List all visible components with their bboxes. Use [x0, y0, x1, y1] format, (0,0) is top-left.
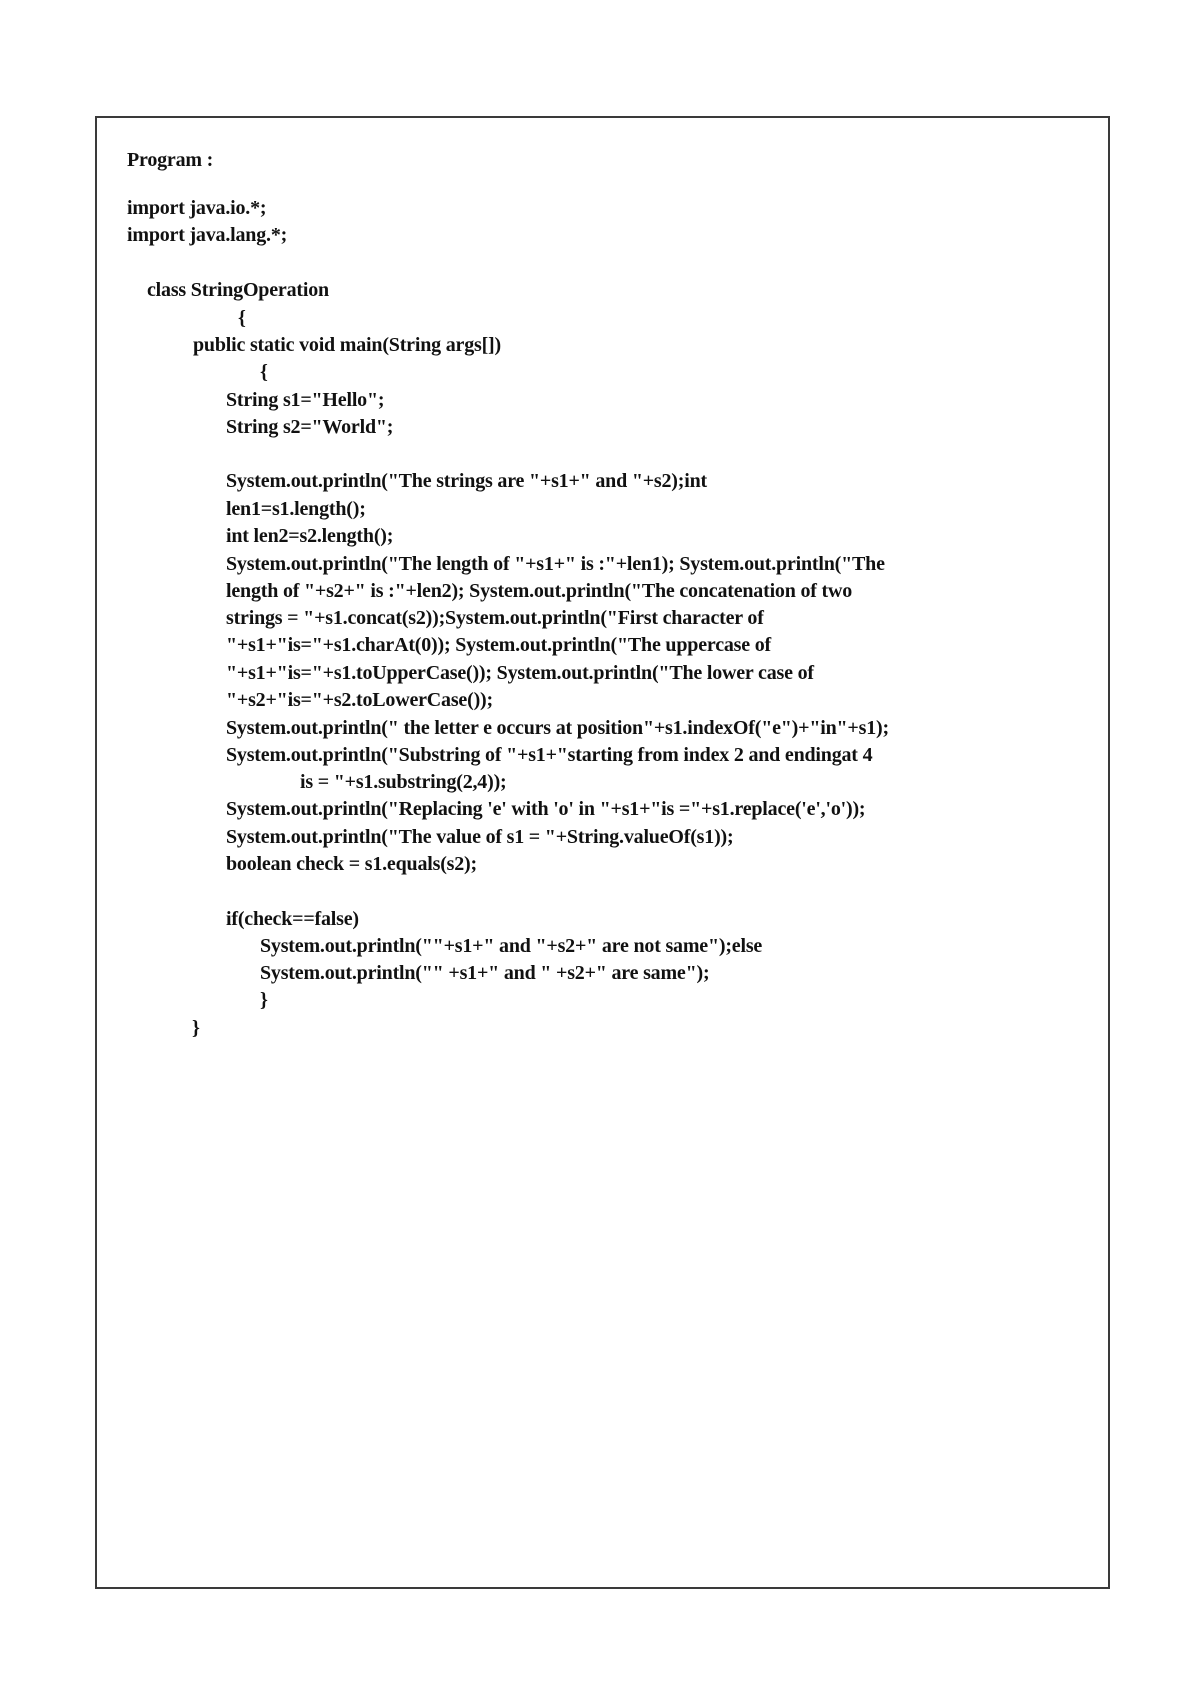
code-line: len1=s1.length();	[226, 498, 366, 520]
code-line: }	[192, 1017, 200, 1039]
code-line: "+s2+"is="+s2.toLowerCase());	[226, 689, 493, 711]
code-line: is = "+s1.substring(2,4));	[300, 771, 507, 793]
code-line: int len2=s2.length();	[226, 525, 394, 547]
code-line: if(check==false)	[226, 908, 359, 930]
code-line: public static void main(String args[])	[193, 334, 501, 356]
code-line: System.out.println("The strings are "+s1+" and "+s2);int	[226, 470, 707, 492]
code-line: System.out.println("The length of "+s1+" is :"+len1); System.out.println("The	[226, 553, 885, 575]
code-line: strings = "+s1.concat(s2));System.out.println("First character of	[226, 607, 764, 629]
code-line: import java.lang.*;	[127, 224, 288, 246]
code-line: String s1="Hello";	[226, 389, 385, 411]
code-line: System.out.println("" +s1+" and " +s2+" are same");	[260, 962, 710, 984]
code-line: class StringOperation	[147, 279, 329, 301]
code-line: "+s1+"is="+s1.toUpperCase()); System.out.println("The lower case of	[226, 662, 814, 684]
code-line: System.out.println(""+s1+" and "+s2+" are not same");else	[260, 935, 763, 957]
code-line: {	[238, 307, 246, 329]
code-line: {	[260, 361, 268, 383]
code-line: String s2="World";	[226, 416, 394, 438]
code-line: }	[260, 989, 268, 1011]
code-line: System.out.println(" the letter e occurs at position"+s1.indexOf("e")+"in"+s1);	[226, 717, 889, 739]
code-line: boolean check = s1.equals(s2);	[226, 853, 477, 875]
program-heading: Program :	[127, 149, 214, 171]
code-line: "+s1+"is="+s1.charAt(0)); System.out.println("The uppercase of	[226, 634, 771, 656]
code-line: import java.io.*;	[127, 197, 267, 219]
code-line: System.out.println("Substring of "+s1+"starting from index 2 and endingat 4	[226, 744, 873, 766]
code-line: System.out.println("The value of s1 = "+String.valueOf(s1));	[226, 826, 734, 848]
code-line: System.out.println("Replacing 'e' with 'o' in "+s1+"is ="+s1.replace('e','o'));	[226, 798, 866, 820]
code-line: length of "+s2+" is :"+len2); System.out.println("The concatenation of two	[226, 580, 853, 602]
